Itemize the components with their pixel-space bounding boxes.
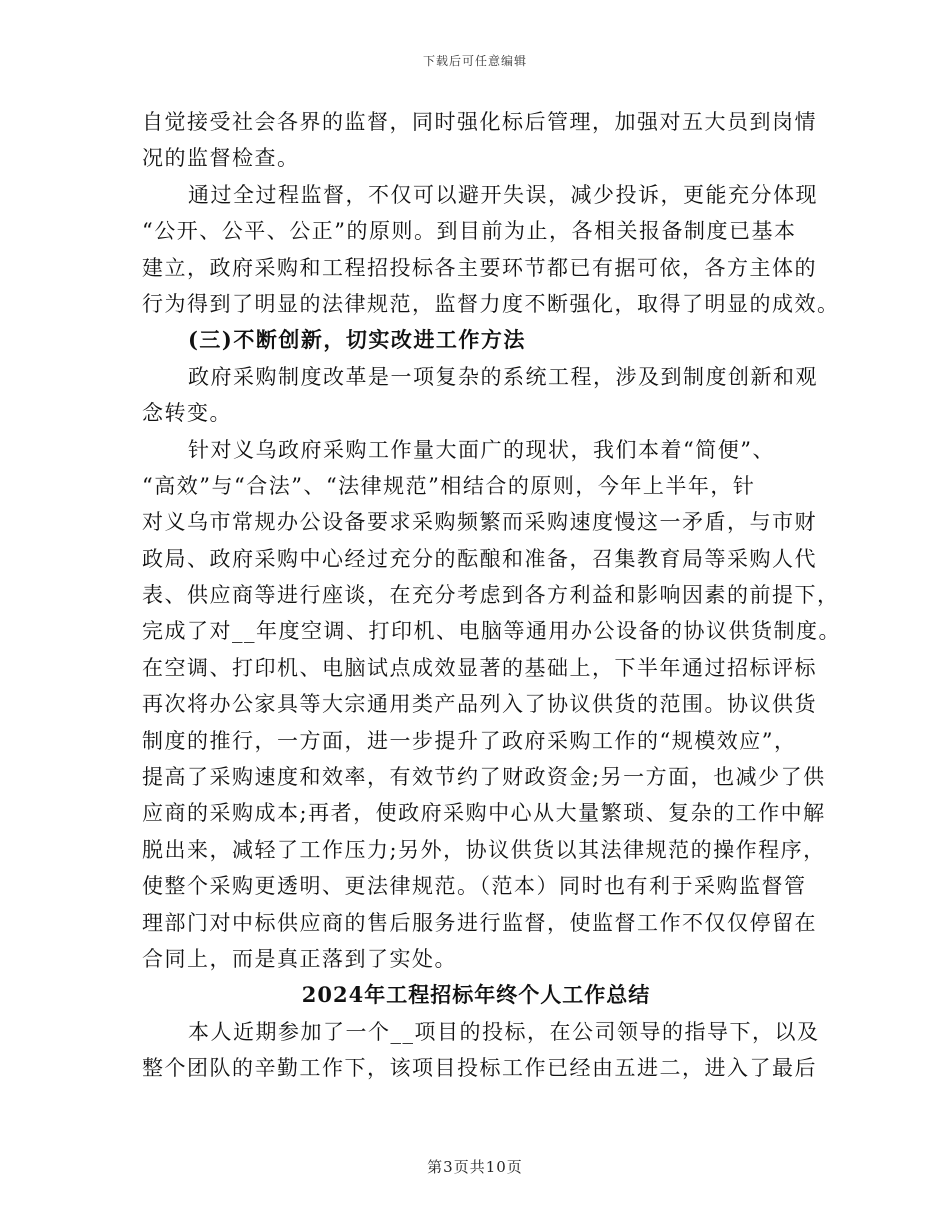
text-line: 制度的推行，一方面，进一步提升了政府采购工作的“规模效应”， (142, 728, 797, 753)
text-line: 整个团队的辛勤工作下，该项目投标工作已经由五进二，进入了最后 (142, 1056, 817, 1081)
document-title: 2024年工程招标年终个人工作总结 (301, 982, 651, 1008)
section-heading: (三)不断创新，切实改进工作方法 (188, 327, 526, 353)
text-line: 况的监督检查。 (142, 146, 300, 171)
page-header: 下载后可任意编辑 (422, 54, 527, 68)
text-line: 针对义乌政府采购工作量大面广的现状，我们本着“简便”、 (188, 437, 775, 462)
text-line: 再次将办公家具等大宗通用类产品列入了协议供货的范围。协议供货 (142, 692, 817, 717)
text-line: 通过全过程监督，不仅可以避开失误，减少投诉，更能充分体现 (188, 182, 818, 207)
text-line: 脱出来，减轻了工作压力;另外，协议供货以其法律规范的操作程序， (142, 837, 826, 862)
text-line: 在空调、打印机、电脑试点成效显著的基础上，下半年通过招标评标 (142, 655, 817, 680)
text-line: 表、供应商等进行座谈，在充分考虑到各方利益和影响因素的前提下， (142, 583, 840, 608)
text-line: 行为得到了明显的法律规范，监督力度不断强化，取得了明显的成效。 (142, 291, 840, 316)
text-line: 对义乌市常规办公设备要求采购频繁而采购速度慢这一矛盾，与市财 (142, 510, 817, 535)
text-line: 理部门对中标供应商的售后服务进行监督，使监督工作不仅仅停留在 (142, 910, 817, 935)
text-line: 提高了采购速度和效率，有效节约了财政资金;另一方面，也减少了供 (142, 765, 826, 790)
text-line: 应商的采购成本;再者，使政府采购中心从大量繁琐、复杂的工作中解 (142, 801, 826, 826)
text-line: 政局、政府采购中心经过充分的酝酿和准备，召集教育局等采购人代 (142, 546, 817, 571)
text-line: “高效”与“合法”、“法律规范”相结合的原则，今年上半年，针 (142, 473, 756, 498)
text-line: 自觉接受社会各界的监督，同时强化标后管理，加强对五大员到岗情 (142, 110, 817, 134)
text-line: 合同上，而是真正落到了实处。 (142, 946, 457, 971)
page-footer: 第3页共10页 (427, 1158, 523, 1176)
text-line: 念转变。 (142, 401, 232, 426)
text-line: “公开、公平、公正”的原则。到目前为止，各相关报备制度已基本 (142, 219, 797, 244)
text-line: 使整个采购更透明、更法律规范。（范本）同时也有利于采购监督管 (142, 874, 807, 899)
text-line: 本人近期参加了一个__项目的投标，在公司领导的指导下，以及 (188, 1019, 820, 1044)
text-line: 政府采购制度改革是一项复杂的系统工程，涉及到制度创新和观 (188, 364, 818, 389)
text-line: 建立，政府采购和工程招投标各主要环节都已有据可依，各方主体的 (142, 255, 817, 280)
text-line: 完成了对__年度空调、打印机、电脑等通用办公设备的协议供货制度。 (142, 619, 841, 644)
document-body (142, 104, 841, 1087)
